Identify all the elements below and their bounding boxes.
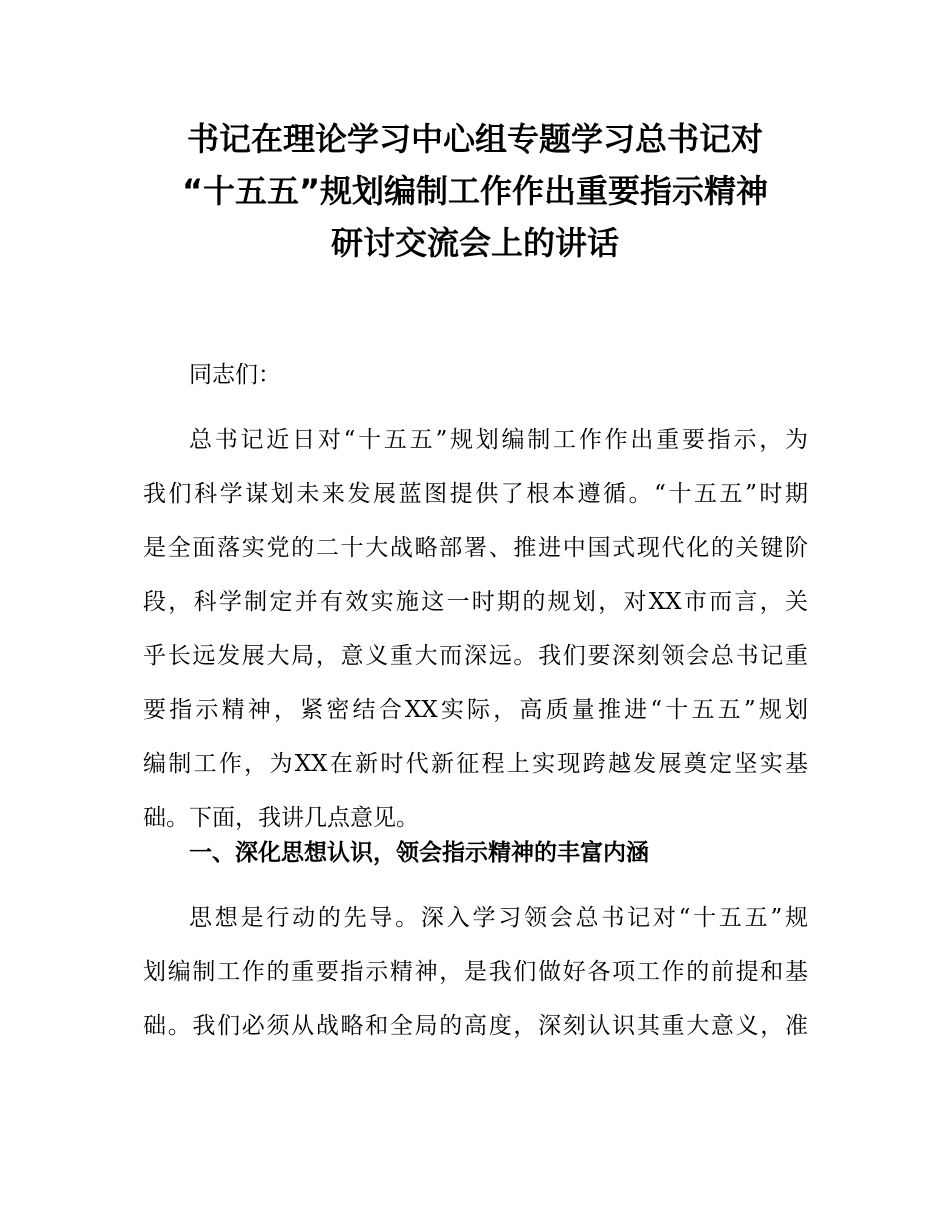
title-line: 书记在理论学习中心组专题学习总书记对 [186,120,763,158]
paragraph-line: 础。我们必须从战略和全局的高度，深刻认识其重大意义，准 [143,1013,808,1039]
greeting [143,348,808,402]
title-line: 研讨交流会上的讲话 [330,224,619,262]
paragraph-line: 乎长远发展大局，意义重大而深远。我们要深刻领会总书记重 [143,643,808,669]
title-line: “十五五”规划编制工作作出重要指示精神 [181,172,769,210]
document-title [100,113,850,269]
paragraph-line: 础。下面，我讲几点意见。 [143,805,419,831]
greeting-text: 同志们： [189,362,281,388]
paragraph-line: 划编制工作的重要指示精神，是我们做好各项工作的前提和基 [143,959,808,985]
paragraph-line: 总书记近日对“十五五”规划编制工作作出重要指示，为 [189,427,808,453]
paragraph-line: 要指示精神，紧密结合XX实际，高质量推进“十五五”规划 [143,697,808,723]
paragraph-line: 段，科学制定并有效实施这一时期的规划，对XX市而言，关 [143,589,808,615]
paragraph-line: 思想是行动的先导。深入学习领会总书记对“十五五”规 [189,905,808,931]
paragraph-1 [143,413,808,845]
paragraph-2 [143,891,808,1053]
paragraph-line: 编制工作，为XX在新时代新征程上实现跨越发展奠定坚实基 [143,751,808,777]
section-heading-1: 一、深化思想认识，领会指示精神的丰富内涵 [189,840,649,866]
paragraph-line: 我们科学谋划未来发展蓝图提供了根本遵循。“十五五”时期 [143,481,808,507]
paragraph-line: 是全面落实党的二十大战略部署、推进中国式现代化的关键阶 [143,535,808,561]
